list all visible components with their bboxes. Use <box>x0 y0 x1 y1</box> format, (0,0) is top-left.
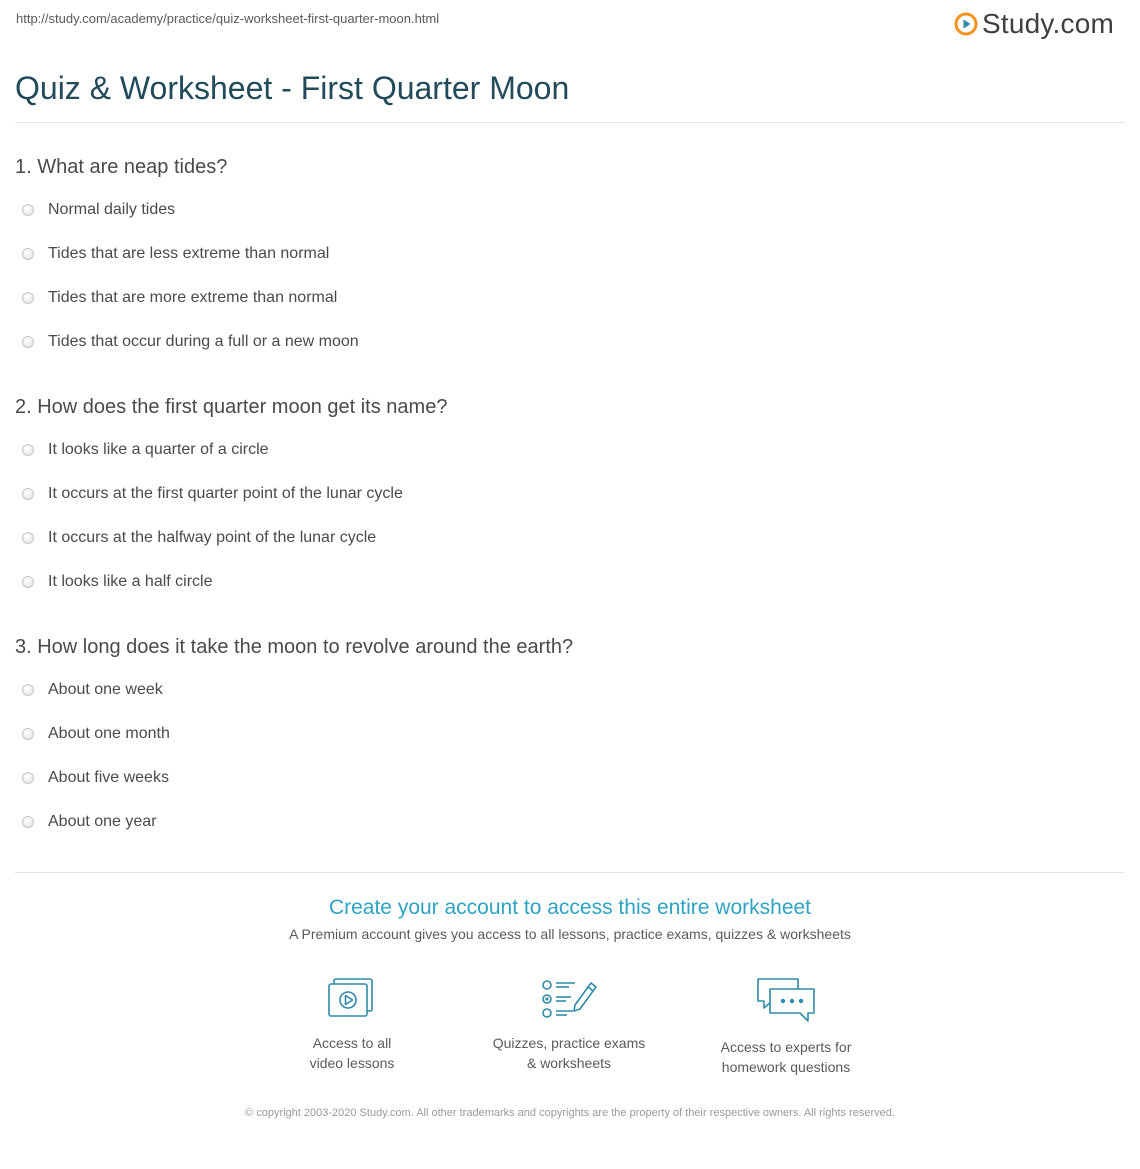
option-label: About five weeks <box>48 769 169 786</box>
page-title: Quiz & Worksheet - First Quarter Moon <box>15 70 570 106</box>
study-logo[interactable] <box>954 6 1114 42</box>
answer-option[interactable] <box>22 767 169 789</box>
radio-button[interactable] <box>22 772 34 784</box>
option-label: About one year <box>48 813 157 830</box>
feature-quizzes <box>469 975 669 1073</box>
feature-label-line2: video lessons <box>309 1055 395 1071</box>
option-label: Tides that are more extreme than normal <box>48 289 338 306</box>
option-label: Normal daily tides <box>48 201 176 218</box>
feature-label-line1: Quizzes, practice exams <box>492 1035 646 1051</box>
radio-button[interactable] <box>22 336 34 348</box>
logo-text: Study.com <box>982 8 1114 39</box>
feature-label-line1: Access to experts for <box>720 1039 852 1055</box>
question-1: 1. What are neap tides? <box>15 156 228 178</box>
answer-option[interactable] <box>22 571 213 593</box>
radio-button[interactable] <box>22 684 34 696</box>
answer-option[interactable] <box>22 199 175 221</box>
feature-experts <box>686 975 886 1077</box>
radio-button[interactable] <box>22 248 34 260</box>
feature-label-line1: Access to all <box>312 1035 392 1051</box>
answer-option[interactable] <box>22 679 163 701</box>
title-divider <box>15 122 1125 123</box>
radio-button[interactable] <box>22 204 34 216</box>
option-label: About one month <box>48 725 170 742</box>
feature-label-line2: & worksheets <box>526 1055 612 1071</box>
option-label: It occurs at the first quarter point of the lunar cycle <box>48 485 403 502</box>
quiz-checklist-icon <box>539 975 599 1023</box>
question-2: 2. How does the first quarter moon get its name? <box>15 396 448 418</box>
answer-option[interactable] <box>22 527 376 549</box>
video-lessons-icon <box>324 975 380 1023</box>
create-account-link[interactable]: Create your account to access this entire worksheet <box>328 896 812 919</box>
page-url: http://study.com/academy/practice/quiz-worksheet-first-quarter-moon.html <box>16 11 440 26</box>
radio-button[interactable] <box>22 444 34 456</box>
cta-divider <box>15 872 1125 873</box>
feature-video-lessons <box>252 975 452 1073</box>
radio-button[interactable] <box>22 532 34 544</box>
chat-bubbles-icon <box>754 975 818 1027</box>
radio-button[interactable] <box>22 816 34 828</box>
option-label: It looks like a quarter of a circle <box>48 441 269 458</box>
answer-option[interactable] <box>22 439 269 461</box>
answer-option[interactable] <box>22 287 337 309</box>
feature-label-line2: homework questions <box>721 1059 851 1075</box>
copyright-footer: © copyright 2003-2020 Study.com. All other trademarks and copyrights are the property of their respective owners. All rights reserved. <box>245 1107 895 1119</box>
question-3: 3. How long does it take the moon to revolve around the earth? <box>15 636 574 658</box>
answer-option[interactable] <box>22 483 403 505</box>
radio-button[interactable] <box>22 488 34 500</box>
option-label: Tides that are less extreme than normal <box>48 245 330 262</box>
play-circle-icon <box>954 12 978 36</box>
radio-button[interactable] <box>22 728 34 740</box>
cta-subtitle: A Premium account gives you access to all lessons, practice exams, quizzes & worksheets <box>289 926 851 942</box>
option-label: Tides that occur during a full or a new moon <box>48 333 359 350</box>
answer-option[interactable] <box>22 811 157 833</box>
option-label: About one week <box>48 681 163 698</box>
radio-button[interactable] <box>22 576 34 588</box>
option-label: It occurs at the halfway point of the lunar cycle <box>48 529 377 546</box>
answer-option[interactable] <box>22 243 329 265</box>
option-label: It looks like a half circle <box>48 573 213 590</box>
radio-button[interactable] <box>22 292 34 304</box>
answer-option[interactable] <box>22 331 359 353</box>
answer-option[interactable] <box>22 723 170 745</box>
